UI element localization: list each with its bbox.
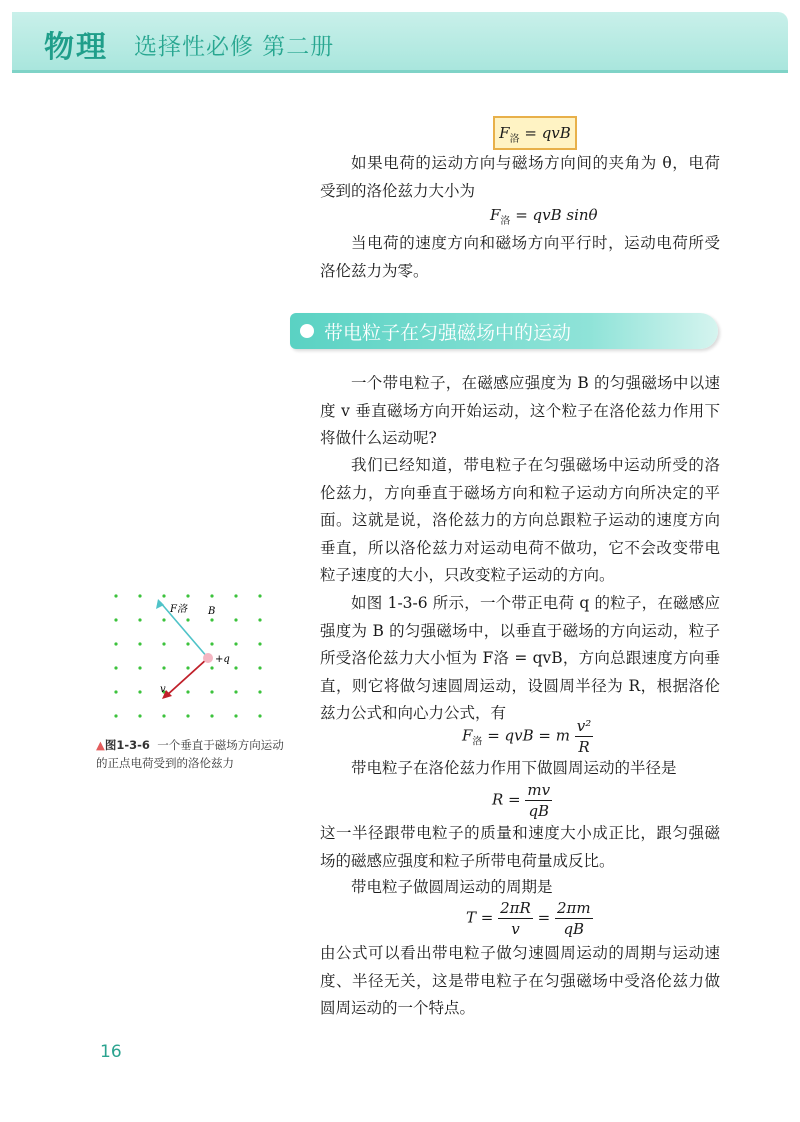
field-dot xyxy=(114,594,117,597)
field-dot xyxy=(138,642,141,645)
field-dot xyxy=(162,594,165,597)
field-dot xyxy=(162,642,165,645)
paragraph-parallel: 当电荷的速度方向和磁场方向平行时，运动电荷所受洛伦兹力为零。 xyxy=(320,234,720,280)
field-dot xyxy=(258,594,261,597)
field-dot xyxy=(114,642,117,645)
field-dot xyxy=(186,690,189,693)
paragraph-period-intro: 带电粒子做圆周运动的周期是 xyxy=(351,878,553,896)
field-dot xyxy=(162,666,165,669)
field-dot xyxy=(210,642,213,645)
label-velocity: v xyxy=(160,684,166,695)
field-dot xyxy=(210,618,213,621)
field-dot xyxy=(258,666,261,669)
field-dot xyxy=(114,618,117,621)
field-dot xyxy=(162,618,165,621)
section-title: 带电粒子在匀强磁场中的运动 xyxy=(324,322,572,344)
book-title: 选择性必修 第二册 xyxy=(134,34,335,60)
field-dot xyxy=(234,618,237,621)
formula-lorentz-angle: $F_洛$ = qvB sinθ xyxy=(490,206,598,227)
field-dot xyxy=(234,714,237,717)
field-dot xyxy=(138,618,141,621)
formula-period: T = $\frac{2\pi R}{v}$ = $\frac{2\pi m}{qB}$ xyxy=(466,899,591,938)
field-dot xyxy=(210,690,213,693)
field-dot xyxy=(138,690,141,693)
field-dot xyxy=(114,714,117,717)
field-dot xyxy=(234,690,237,693)
formula-radius: R = $\frac{mv}{qB}$ xyxy=(492,781,551,820)
paragraph-figure-description: 如图 1-3-6 所示，一个带正电荷 q 的粒子，在磁感应强度为 B 的匀强磁场中，以垂直于磁场的方向运动，粒子所受洛伦兹力大小恒为 F洛 = qvB，方向总跟速度方向垂直，则它将做匀速圆周运动，设圆周半径为 R，根据洛伦兹力公式和向心力公式，有 xyxy=(320,594,720,722)
field-dot xyxy=(162,714,165,717)
field-dot xyxy=(138,594,141,597)
field-dot xyxy=(234,666,237,669)
field-dot xyxy=(234,642,237,645)
field-dot xyxy=(210,666,213,669)
field-dot xyxy=(258,618,261,621)
formula-centripetal: $F_洛$ = qvB = m $\frac{\text{v²}}{R}$ xyxy=(462,717,592,756)
field-dot xyxy=(138,666,141,669)
field-dot xyxy=(258,690,261,693)
field-dot xyxy=(210,594,213,597)
triangle-icon: ▲ xyxy=(96,738,105,752)
field-dot xyxy=(258,642,261,645)
field-dot xyxy=(138,714,141,717)
boxed-formula-lorentz: $F_洛$ = qvB xyxy=(493,116,577,150)
page-number: 16 xyxy=(100,1042,122,1062)
positive-charge xyxy=(203,653,213,663)
label-field: B xyxy=(208,606,216,617)
paragraph-known: 我们已经知道，带电粒子在匀强磁场中运动所受的洛伦兹力，方向垂直于磁场方向和粒子运动方向所决定的平面。这就是说，洛伦兹力的方向总跟粒子运动的速度方向垂直，所以洛伦兹力对运动电荷不做功，它不会改变带电粒子速度的大小，只改变粒子运动的方向。 xyxy=(320,456,720,584)
field-dot xyxy=(186,618,189,621)
page-header xyxy=(12,12,788,73)
velocity-arrow xyxy=(166,658,208,696)
field-dot xyxy=(186,714,189,717)
field-dot xyxy=(258,714,261,717)
field-dot xyxy=(114,690,117,693)
force-arrowhead xyxy=(156,599,164,609)
figure-caption: ▲图1-3-6 一个垂直于磁场方向运动的正点电荷受到的洛伦兹力 xyxy=(96,738,284,770)
paragraph-question: 一个带电粒子，在磁感应强度为 B 的匀强磁场中以速度 v 垂直磁场方向开始运动，这个粒子在洛伦兹力作用下将做什么运动呢? xyxy=(320,374,720,447)
paragraph-radius-explain: 这一半径跟带电粒子的质量和速度大小成正比，跟匀强磁场的磁感应强度和粒子所带电荷量成反比。 xyxy=(320,824,720,870)
paragraph-radius-intro: 带电粒子在洛伦兹力作用下做圆周运动的半径是 xyxy=(351,759,677,777)
field-dot xyxy=(210,714,213,717)
field-dot xyxy=(114,666,117,669)
field-dot xyxy=(234,594,237,597)
section-bullet-icon xyxy=(300,324,314,338)
paragraph-angle: 如果电荷的运动方向与磁场方向间的夹角为 θ，电荷受到的洛伦兹力大小为 xyxy=(320,154,720,200)
label-force: F洛 xyxy=(170,604,187,615)
section-header xyxy=(290,313,718,349)
field-dot xyxy=(186,666,189,669)
paragraph-period-explain: 由公式可以看出带电粒子做匀速圆周运动的周期与运动速度、半径无关，这是带电粒子在匀强磁场中受洛伦兹力做圆周运动的一个特点。 xyxy=(320,944,720,1017)
magnetic-field-dots xyxy=(114,594,261,717)
label-charge: +q xyxy=(215,654,230,665)
subject-title: 物理 xyxy=(44,30,108,65)
field-dot xyxy=(186,642,189,645)
field-dot xyxy=(186,594,189,597)
figure-lorentz-force xyxy=(100,584,280,734)
